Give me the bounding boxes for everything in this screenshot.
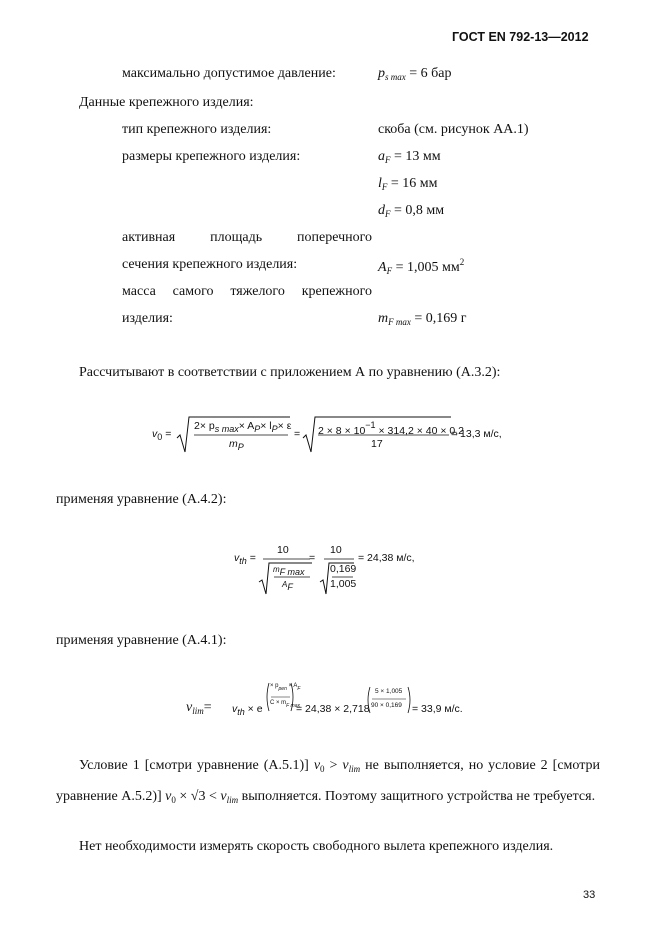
formula-3-lhs: $v_{lim}=$	[186, 700, 212, 716]
formula-3-middle: = 24,38 × 2,718	[296, 703, 370, 715]
fastener-mass-label-line1: масса самого тяжелого крепежного	[122, 284, 372, 299]
formula-1-lhs: $v_0$ =	[152, 428, 172, 442]
formula-1-numeric-numerator: $2 \times 8 \times 10^{-1} \times 314,2 \times 40 \times 0,2$	[318, 420, 465, 437]
formula-2-lhs: $v_{th}$ =	[234, 552, 256, 566]
formula-2-numerator: 10	[277, 544, 289, 556]
fastener-mass-value: $m_{F max} = 0,169$ г	[378, 311, 467, 327]
fastener-size-l: $l_F = 16$ мм	[378, 176, 438, 192]
fastener-mass-label-line2: изделия:	[122, 311, 173, 326]
formula-2-inner-denominator-numeric: 1,005	[330, 578, 357, 590]
formula-3-exponent-denominator: $C \times m_{F max}$	[270, 700, 300, 709]
fastener-area-label-line1: активная площадь поперечного	[122, 230, 372, 245]
formula-1-eq2: =	[294, 428, 301, 440]
formula-3-exponent2-numerator: 5 × 1,005	[375, 688, 403, 695]
document-standard-header: ГОСТ EN 792-13—2012	[452, 30, 589, 44]
formula-1-result: = 13,3 м/с,	[451, 428, 502, 440]
formula-2-result: = 24,38 м/с,	[358, 552, 415, 564]
formula-2-inner-numerator: $m_{F max}$	[273, 565, 305, 577]
formula-3-exponent-numerator: × $p_{pen} \times A_F$	[270, 683, 301, 692]
fastener-area-value: $A_F = 1,005$ $мм^2$	[378, 257, 465, 276]
formula-3-vth-e: $v_{th} \times e$	[232, 703, 263, 717]
fastener-heading: Данные крепежного изделия:	[79, 95, 254, 110]
formula-1-denominator: $m_P$	[229, 438, 244, 452]
formula-3-result: = 33,9 м/с.	[412, 703, 463, 715]
calculation-intro: Рассчитывают в соответствии с приложением А по уравнению (А.3.2):	[79, 365, 501, 380]
formula-2-numeric-numerator: 10	[330, 544, 342, 556]
formula-3-exponent2-denominator: 90 × 0,169	[371, 702, 402, 709]
fastener-type-value: скоба (см. рисунок АА.1)	[378, 122, 529, 137]
conclusion-paragraph: Условие 1 [смотри уравнение (А.5.1)] $v_0 > v_{lim}$ не выполняется, но условие 2 [смотри уравнение А.5.2)] $v_0 \times √3 < v_{lim}$ выполняется. Поэтому защитного устройства не требуется.	[56, 758, 601, 805]
formula-1-numeric-denominator: 17	[371, 438, 383, 450]
formula-2-eq2: =	[309, 552, 316, 564]
pressure-value: $p_{s max} = 6$ бар	[378, 66, 452, 82]
fastener-type-label: тип крепежного изделия:	[122, 122, 272, 137]
fastener-area-label-line2: сечения крепежного изделия:	[122, 257, 298, 272]
final-paragraph: Нет необходимости измерять скорость свободного вылета крепежного изделия.	[79, 839, 554, 854]
formula-2-inner-numerator-numeric: 0,169	[330, 563, 357, 575]
fastener-size-d: $d_F = 0,8$ мм	[378, 203, 445, 219]
formula-2-numeric-fraction-and-sqrt	[318, 556, 358, 596]
formula-2-inner-denominator: $A_F$	[282, 580, 293, 592]
formula-1-numerator: $2\times p_{s max}\times A_P\times l_P\times \varepsilon$	[194, 420, 292, 434]
page-number: 33	[583, 889, 596, 901]
fastener-size-a: $a_F = 13$ мм	[378, 149, 441, 165]
pressure-label: максимально допустимое давление:	[122, 66, 336, 81]
fastener-size-label: размеры крепежного изделия:	[122, 149, 301, 164]
apply-equation-a42: применяя уравнение (А.4.2):	[56, 492, 227, 507]
apply-equation-a41: применяя уравнение (А.4.1):	[56, 633, 227, 648]
